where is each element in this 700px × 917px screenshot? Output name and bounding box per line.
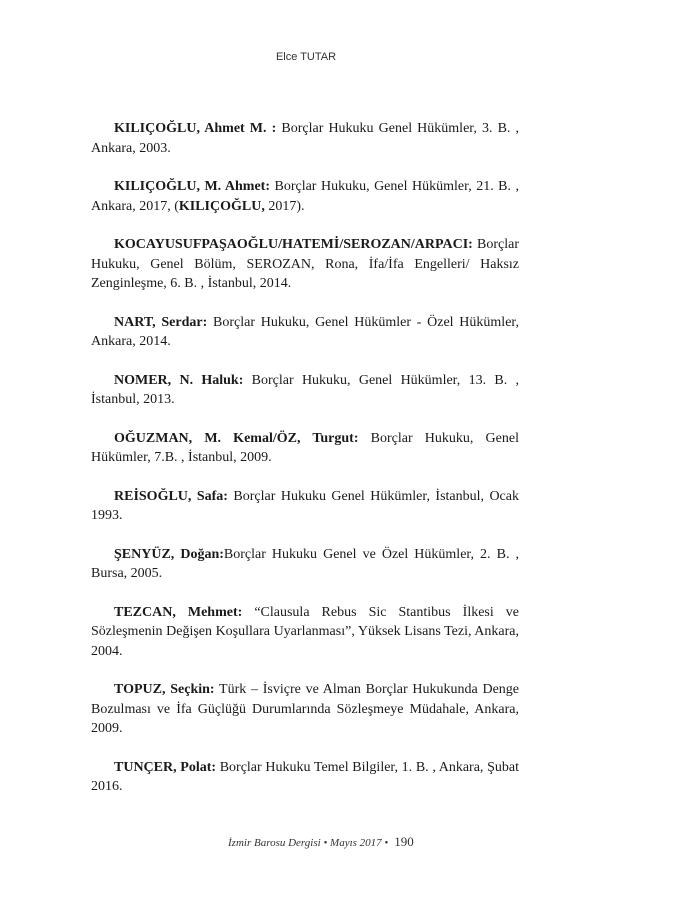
reference-author: TEZCAN, Mehmet: — [114, 604, 243, 620]
reference-author: REİSOĞLU, Safa: — [114, 488, 228, 504]
reference-entry — [91, 758, 519, 797]
reference-author: NART, Serdar: — [114, 314, 208, 330]
reference-text: “Clausula Rebus Sic Stantibus İlkesi ve Sözleşmenin Değişen Koşullara Uyarlanması”, Yüksek Lisans Tezi, Ankara, 2004. — [91, 604, 520, 659]
reference-entry — [91, 177, 519, 216]
reference-author: TUNÇER, Polat: — [114, 759, 217, 775]
reference-entry — [91, 603, 519, 662]
reference-text: Borçlar Hukuku, Genel Hükümler - Özel Hükümler, Ankara, 2014. — [91, 314, 520, 349]
reference-author: ŞENYÜZ, Doğan: — [114, 546, 224, 562]
running-header: Elce TUTAR — [275, 51, 337, 63]
bibliography-list — [91, 119, 519, 816]
reference-text: Borçlar Hukuku Genel Hükümler, İstanbul, Ocak 1993. — [91, 488, 519, 523]
reference-entry — [91, 545, 519, 584]
reference-author: KOCAYUSUFPAŞAOĞLU/HATEMİ/SEROZAN/ARPACI: — [114, 237, 473, 252]
reference-text: Borçlar Hukuku, Genel Hükümler, 13. B. , İstanbul, 2013. — [91, 372, 519, 407]
reference-author: OĞUZMAN, M. Kemal/ÖZ, Turgut: — [114, 430, 359, 446]
journal-name: İzmir Barosu Dergisi • Mayıs 2017 • — [228, 837, 389, 849]
reference-short-author: KILIÇOĞLU, — [178, 198, 265, 214]
reference-entry — [91, 680, 519, 739]
reference-entry — [91, 119, 519, 158]
reference-short-text: 2017). — [264, 198, 305, 214]
reference-entry — [91, 487, 519, 526]
reference-author: KILIÇOĞLU, Ahmet M. : — [114, 121, 277, 136]
reference-entry — [91, 429, 519, 468]
reference-text: Borçlar Hukuku Temel Bilgiler, 1. B. , Ankara, Şubat 2016. — [91, 759, 519, 794]
reference-entry — [91, 235, 519, 294]
reference-author: NOMER, N. Haluk: — [114, 372, 244, 388]
reference-text: Borçlar Hukuku, Genel Hükümler, 7.B. , İstanbul, 2009. — [91, 430, 519, 465]
page-number: 190 — [394, 834, 414, 849]
reference-text: Türk – İsviçre ve Alman Borçlar Hukukunda Denge Bozulması ve İfa Güçlüğü Durumlarında Sözleşmeye Müdahale, Ankara, 2009. — [91, 682, 519, 736]
reference-author: KILIÇOĞLU, M. Ahmet: — [114, 179, 270, 194]
reference-text: Borçlar Hukuku Genel ve Özel Hükümler, 2. B. , Bursa, 2005. — [91, 546, 519, 581]
reference-text: Borçlar Hukuku, Genel Bölüm, SEROZAN, Rona, İfa/İfa Engelleri/ Haksız Zenginleşme, 6. B. , İstanbul, 2014. — [91, 237, 519, 291]
reference-text: Borçlar Hukuku Genel Hükümler, 3. B. , Ankara, 2003. — [91, 121, 519, 156]
page-footer — [228, 834, 414, 850]
reference-text: Borçlar Hukuku, Genel Hükümler, 21. B. , Ankara, 2017, ( — [91, 179, 520, 214]
reference-entry — [91, 313, 519, 352]
reference-author: TOPUZ, Seçkin: — [114, 682, 215, 697]
reference-entry — [91, 371, 519, 410]
